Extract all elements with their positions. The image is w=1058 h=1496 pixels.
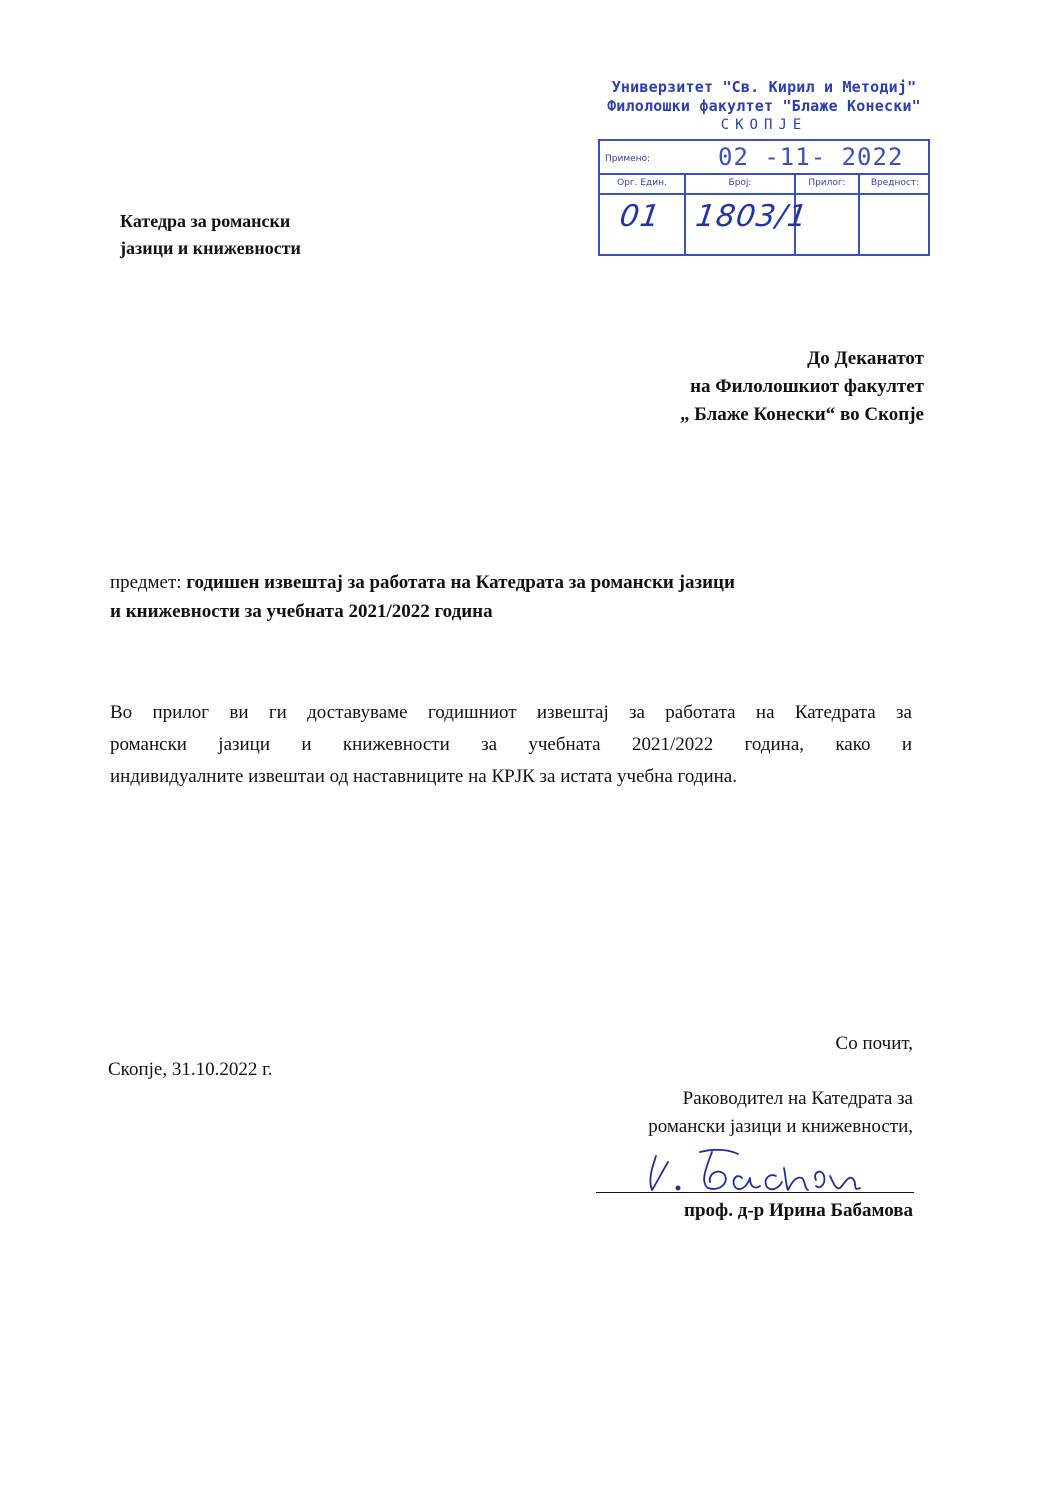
- place-date: Скопје, 31.10.2022 г.: [108, 1059, 273, 1080]
- closing-greeting: Со почит,: [835, 1033, 913, 1054]
- subject-label: предмет:: [110, 572, 182, 593]
- subject-text: годишен извештај за работата на Катедрата за романски јазици: [186, 572, 735, 593]
- body-line: Во прилог ви ги доставуваме годишниот извештај за работата на Катедрата за: [110, 702, 912, 723]
- recipient-block: [680, 345, 924, 429]
- stamp-received-row: [600, 141, 928, 175]
- stamp-university: Универзитет "Св. Кирил и Методиј": [611, 78, 917, 96]
- registry-stamp: [594, 78, 934, 234]
- stamp-col-value: Вредност:: [870, 178, 920, 188]
- sender-line: Катедра за романски: [120, 211, 291, 231]
- stamp-divider: [684, 175, 686, 256]
- stamp-col-number: Број:: [728, 178, 752, 188]
- recipient-line: „ Блаже Конески“ во Скопје: [680, 404, 924, 425]
- stamp-received-date: 02 -11- 2022: [718, 143, 904, 171]
- signer-name: проф. д-р Ирина Бабамова: [684, 1200, 913, 1221]
- subject-block: [110, 568, 928, 626]
- handwritten-signature: [638, 1138, 898, 1198]
- stamp-col-attachment: Прилог:: [808, 178, 846, 188]
- body-line: индивидуалните извештаи од наставниците на КРЈК за истата учебна година.: [110, 766, 737, 787]
- body-paragraph: [110, 697, 912, 793]
- signature-line: [596, 1192, 914, 1193]
- stamp-col-org-unit: Орг. Един.: [617, 178, 667, 188]
- signer-title: [648, 1085, 913, 1141]
- sender-line: јазици и книжевности: [120, 238, 301, 258]
- stamp-city: СКОПЈЕ: [720, 117, 808, 133]
- sender-department: [120, 208, 301, 262]
- stamp-table: [598, 139, 930, 256]
- stamp-faculty: Филолошки факултет "Блаже Конески": [607, 97, 921, 115]
- body-line: романски јазици и книжевности за учебната 2021/2022 година, како и: [110, 734, 912, 755]
- stamp-divider: [858, 175, 860, 256]
- recipient-line: До Деканатот: [807, 348, 924, 369]
- subject-text-continued: и книжевности за учебната 2021/2022 година: [110, 601, 493, 622]
- stamp-org-unit-value: 01: [617, 199, 663, 234]
- stamp-received-label: Примено:: [605, 154, 651, 164]
- stamp-header-row: [600, 175, 928, 195]
- stamp-number-value: 1803/1: [693, 199, 811, 234]
- signer-title-line: Раководител на Катедрата за: [682, 1088, 913, 1109]
- recipient-line: на Филолошкиот факултет: [690, 376, 924, 397]
- signer-title-line: романски јазици и книжевности,: [648, 1116, 913, 1137]
